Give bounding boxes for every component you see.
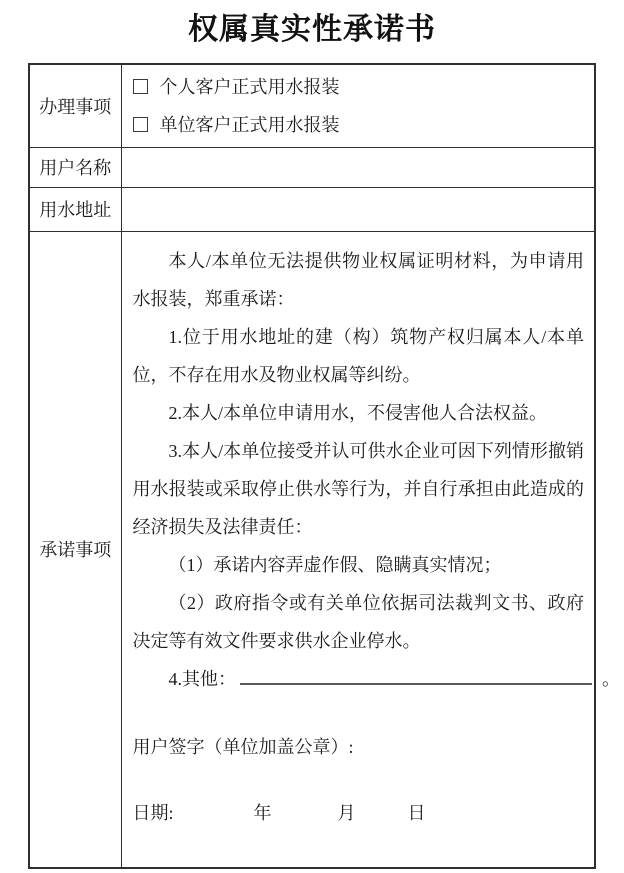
checkbox-label: 个人客户正式用水报装 bbox=[159, 76, 340, 97]
user-name-input-cell[interactable] bbox=[121, 147, 595, 187]
water-address-input-cell[interactable] bbox=[121, 187, 595, 231]
page-title: 权属真实性承诺书 bbox=[188, 13, 436, 46]
commitment-item-1: 1.位于用水地址的建（构）筑物产权归属本人/本单位，不存在用水及物业权属等纠纷。 bbox=[132, 326, 584, 385]
water-address-row-label: 用水地址 bbox=[29, 187, 121, 231]
other-blank-field[interactable] bbox=[240, 664, 592, 685]
commitment-item-2: 2.本人/本单位申请用水，不侵害他人合法权益。 bbox=[168, 402, 547, 423]
user-name-row-label: 用户名称 bbox=[29, 147, 121, 187]
date-label: 日期: bbox=[132, 802, 174, 823]
transaction-options-cell bbox=[121, 64, 595, 147]
commitment-item-3: 3.本人/本单位接受并认可供水企业可因下列情形撤销用水报装或采取停止供水等行为，并自行承担由此造成的经济损失及法律责任： bbox=[132, 440, 584, 537]
commitment-row-label: 承诺事项 bbox=[29, 231, 121, 868]
table-row-transaction bbox=[29, 64, 595, 147]
commitment-subitem-1: （1）承诺内容弄虚作假、隐瞒真实情况； bbox=[168, 554, 502, 575]
checkbox-label: 单位客户正式用水报装 bbox=[159, 114, 340, 135]
checkbox-option-personal[interactable] bbox=[133, 68, 585, 106]
date-month-label: 月 bbox=[337, 802, 356, 823]
other-label: 4.其他： bbox=[168, 668, 236, 689]
checkbox-unchecked-icon[interactable] bbox=[133, 117, 148, 132]
checkbox-option-company[interactable] bbox=[133, 106, 585, 144]
date-day-label: 日 bbox=[407, 802, 426, 823]
commitment-subitem-2: （2）政府指令或有关单位依据司法裁判文书、政府决定等有效文件要求供水企业停水。 bbox=[132, 592, 584, 651]
signature-label: 用户签字（单位加盖公章）: bbox=[132, 736, 354, 757]
checkbox-unchecked-icon[interactable] bbox=[133, 79, 148, 94]
commitment-form-table bbox=[28, 63, 620, 869]
commitment-intro: 本人/本单位无法提供物业权属证明材料，为申请用水报装，郑重承诺： bbox=[132, 250, 584, 309]
transaction-row-label: 办理事项 bbox=[29, 64, 121, 147]
water-address-field[interactable] bbox=[133, 188, 585, 231]
commitment-text-cell bbox=[121, 231, 620, 868]
table-row-commitment bbox=[29, 231, 595, 868]
table-row-user-name bbox=[29, 147, 595, 187]
date-line bbox=[133, 794, 585, 832]
other-suffix: 。 bbox=[602, 668, 620, 689]
commitment-item-other bbox=[133, 660, 620, 698]
date-year-label: 年 bbox=[253, 802, 272, 823]
table-row-water-address bbox=[29, 187, 595, 231]
user-name-field[interactable] bbox=[133, 148, 585, 187]
